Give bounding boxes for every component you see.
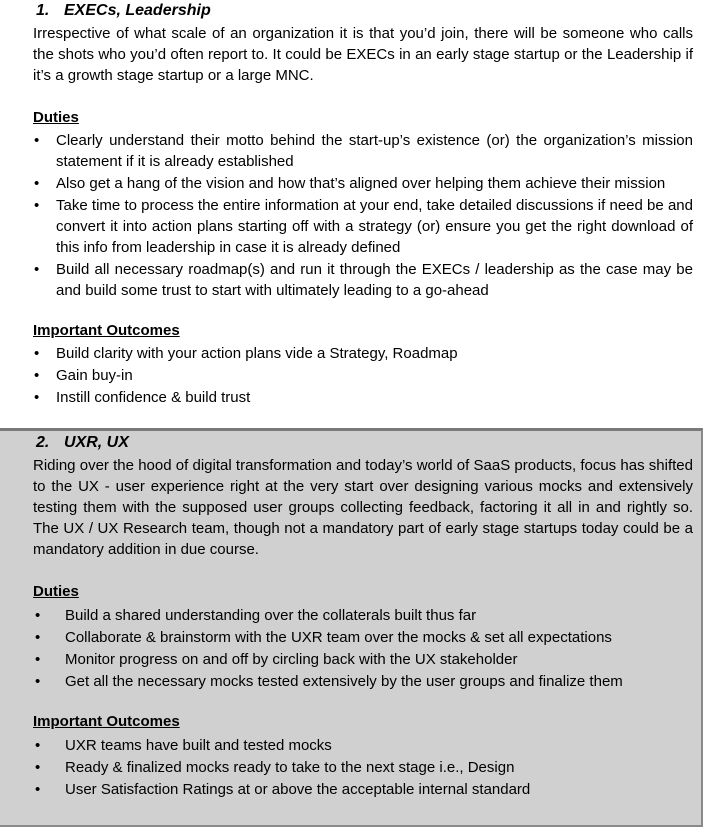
list-item: [34, 195, 693, 258]
bullet-icon: •: [34, 389, 40, 406]
outcomes-heading: Important Outcomes: [33, 322, 180, 339]
bullet-icon: •: [34, 132, 40, 149]
bullet-icon: •: [35, 759, 41, 776]
list-item-text: Take time to process the entire information at your end, take detailed discussions if need be and convert it into action plans starting off with a strategy (or) ensure you get the right download of this info from leadership in case it is already defined: [56, 197, 693, 256]
list-item: [35, 735, 693, 756]
bullet-icon: •: [34, 197, 40, 214]
list-item: [34, 259, 693, 301]
list-item-text: Get all the necessary mocks tested extensively by the user groups and finalize them: [65, 673, 623, 690]
list-item-text: Clearly understand their motto behind the start-up’s existence (or) the organization’s mission statement if it is already established: [56, 132, 693, 170]
bullet-icon: •: [35, 781, 41, 798]
section-title: EXECs, Leadership: [64, 2, 211, 19]
list-item: [34, 130, 693, 172]
section-number: 2.: [36, 434, 50, 451]
list-item-text: Build all necessary roadmap(s) and run it through the EXECs / leadership as the case may be and build some trust to start with ultimately leading to a go-ahead: [56, 261, 693, 299]
outcomes-list: [35, 735, 693, 801]
list-item-text: Build clarity with your action plans vide a Strategy, Roadmap: [56, 345, 458, 362]
duties-heading: Duties: [33, 109, 79, 126]
bullet-icon: •: [35, 737, 41, 754]
bullet-icon: •: [35, 629, 41, 646]
list-item-text: Instill confidence & build trust: [56, 389, 251, 406]
list-item-text: Collaborate & brainstorm with the UXR team over the mocks & set all expectations: [65, 629, 612, 646]
list-item-text: Build a shared understanding over the collaterals built thus far: [65, 607, 477, 624]
list-item: [34, 365, 693, 386]
section-intro: Irrespective of what scale of an organization it is that you’d join, there will be someone who calls the shots who you’d often report to. It could be EXECs in an early stage startup or the Leadership if it’s a growth stage startup or a large MNC.: [33, 25, 693, 84]
bullet-icon: •: [35, 651, 41, 668]
section-heading: [36, 434, 129, 452]
duties-list: [35, 605, 693, 693]
list-item: [35, 605, 693, 626]
list-item: [35, 779, 693, 800]
list-item-text: User Satisfaction Ratings at or above the acceptable internal standard: [65, 781, 531, 798]
list-item: [34, 173, 693, 194]
bullet-icon: •: [35, 607, 41, 624]
list-item: [35, 757, 693, 778]
bullet-icon: •: [35, 673, 41, 690]
list-item-text: UXR teams have built and tested mocks: [65, 737, 332, 754]
section-heading: [36, 2, 211, 20]
section-number: 1.: [36, 2, 50, 19]
bullet-icon: •: [34, 175, 40, 192]
list-item-text: Monitor progress on and off by circling back with the UX stakeholder: [65, 651, 518, 668]
list-item: [35, 649, 693, 670]
list-item: [35, 671, 693, 692]
bullet-icon: •: [34, 367, 40, 384]
outcomes-heading: Important Outcomes: [33, 713, 180, 730]
list-item-text: Gain buy-in: [56, 367, 133, 384]
list-item-text: Ready & finalized mocks ready to take to the next stage i.e., Design: [65, 759, 515, 776]
outcomes-list: [34, 343, 693, 409]
section-uxr-ux: [0, 428, 703, 827]
section-intro: Riding over the hood of digital transformation and today’s world of SaaS products, focus has shifted to the UX - user experience right at the very start over designing various mocks and extensively testing them with the supposed user groups collecting feedback, factoring it all in and rightly so. The UX / UX Research team, though not a mandatory part of early stage startups today could be a mandatory addition in due course.: [33, 457, 693, 558]
duties-heading: Duties: [33, 583, 79, 600]
bullet-icon: •: [34, 345, 40, 362]
list-item: [35, 627, 693, 648]
list-item: [34, 343, 693, 364]
section-title: UXR, UX: [64, 434, 129, 451]
bullet-icon: •: [34, 261, 40, 278]
list-item: [34, 387, 693, 408]
duties-list: [34, 130, 693, 302]
list-item-text: Also get a hang of the vision and how that’s aligned over helping them achieve their mission: [56, 175, 666, 192]
